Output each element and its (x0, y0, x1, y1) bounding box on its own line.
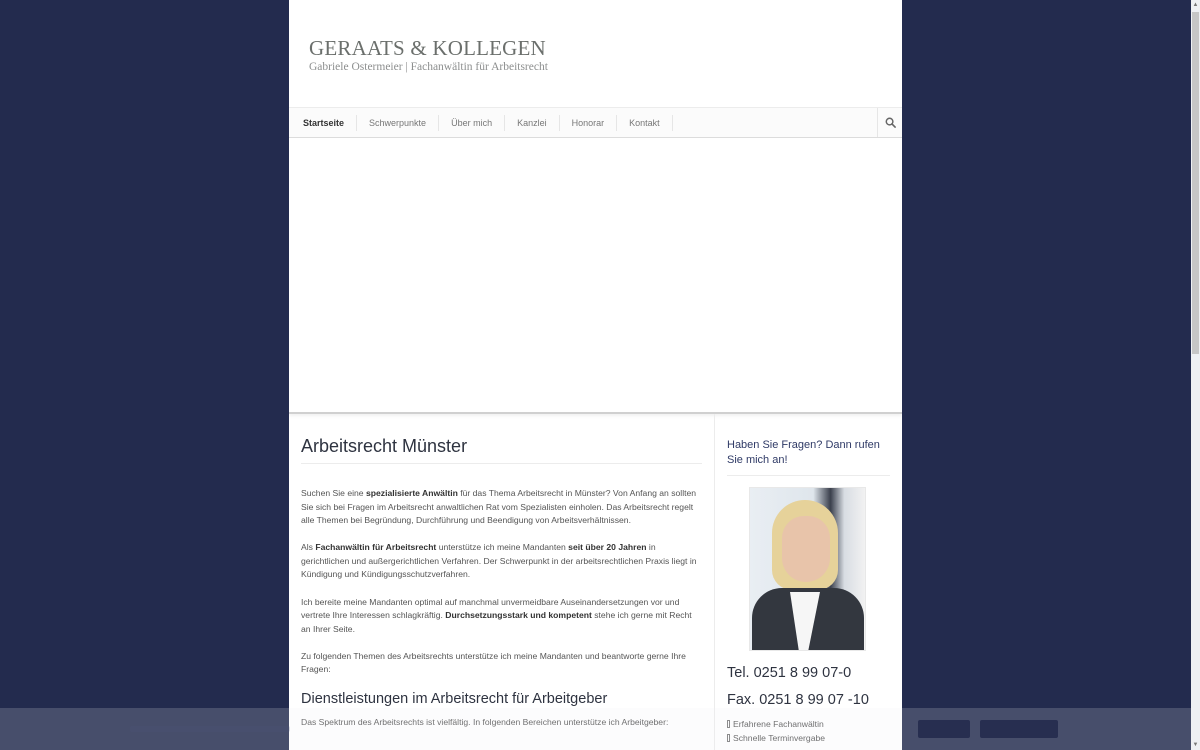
emphasis: Durchsetzungsstark und kompetent (445, 610, 592, 621)
experience-paragraph (301, 541, 703, 582)
text: Ich bereite meine Mandanten optimal auf manchmal unvermeidbare Auseinandersetzungen vor und vertrete Ihre Interessen schlagkräftig. (301, 596, 680, 621)
scroll-down-arrow-icon[interactable]: ▼ (1192, 742, 1199, 748)
emphasis: seit über 20 Jahren (568, 542, 647, 553)
fax-number: Fax. 0251 8 99 07 -10 (727, 692, 869, 708)
sidebar-heading: Haben Sie Fragen? Dann rufen Sie mich an! (727, 438, 890, 476)
section-text-arbeitgeber: Das Spektrum des Arbeitsrechts ist vielfältig. In folgenden Bereichen unterstütze ich Arbeitgeber: (301, 717, 669, 728)
scrollbar-thumb[interactable] (1192, 12, 1199, 354)
site-header (289, 0, 902, 107)
main-content (289, 414, 715, 750)
page-container (289, 0, 902, 750)
sidebar (715, 414, 902, 750)
text: Suchen Sie eine (301, 488, 366, 498)
search-button[interactable] (877, 108, 902, 137)
logo-subtitle: Gabriele Ostermeier | Fachanwältin für Arbeitsrecht (309, 61, 548, 73)
topics-paragraph: Zu folgenden Themen des Arbeitsrechts unterstütze ich meine Mandanten und beantworte gerne Ihre Fragen: (301, 650, 686, 675)
main-nav (289, 107, 902, 138)
intro-paragraph (301, 487, 703, 528)
emphasis: spezialisierte Anwältin (365, 488, 458, 498)
text: Als (301, 542, 316, 553)
phone-number[interactable]: Tel. 0251 8 99 07-0 (727, 665, 852, 681)
nav-item-honorar[interactable]: Honorar (560, 115, 618, 131)
logo-title[interactable]: GERAATS & KOLLEGEN (309, 36, 546, 60)
text: für das Thema Arbeitsrecht in Münster? Von Anfang an sollten Sie sich bei Fragen im Arbeitsrecht anwaltlichen Rat vom Spezialisten einholen. Das Arbeitsrecht regelt alle Themen bei Begründung, Durchführung und Beendigung von Arbeitsverhältnissen. (301, 488, 697, 526)
section-title-arbeitgeber: Dienstleistungen im Arbeitsrecht für Arbeitgeber (301, 691, 608, 708)
nav-item-kanzlei[interactable]: Kanzlei (505, 115, 560, 131)
hero-banner (289, 138, 902, 414)
feature-label: Erfahrene Fachanwältin (733, 719, 824, 729)
cookie-more-info-button[interactable] (980, 720, 1058, 738)
search-icon (885, 117, 896, 128)
nav-item-schwerpunkte[interactable]: Schwerpunkte (357, 115, 439, 131)
feature-label: Schnelle Terminvergabe (733, 733, 826, 743)
portrait-image (749, 487, 866, 651)
cookie-consent-bar (0, 708, 1200, 750)
page-title: Arbeitsrecht Münster (301, 436, 702, 464)
emphasis: Fachanwältin für Arbeitsrecht (315, 542, 437, 553)
nav-item-startseite[interactable]: Startseite (291, 115, 357, 131)
cookie-accept-button[interactable] (918, 720, 970, 738)
text: in gerichtlichen und außergerichtlichen Verfahren. Der Schwerpunkt in der arbeitsrechtlichen Praxis liegt in Kündigung und Kündigungsschutzverfahren. (301, 542, 697, 580)
nav-item-kontakt[interactable]: Kontakt (617, 115, 673, 131)
cookie-notice-text (130, 726, 290, 732)
content-area (289, 414, 902, 750)
vertical-scrollbar[interactable] (1191, 0, 1200, 750)
approach-paragraph (301, 596, 703, 637)
scroll-up-arrow-icon[interactable]: ▲ (1192, 2, 1199, 8)
nav-item-ueber-mich[interactable]: Über mich (439, 115, 505, 131)
text: unterstütze ich meine Mandanten (436, 542, 569, 553)
text: stehe ich gerne mit Recht an Ihrer Seite. (301, 610, 692, 634)
